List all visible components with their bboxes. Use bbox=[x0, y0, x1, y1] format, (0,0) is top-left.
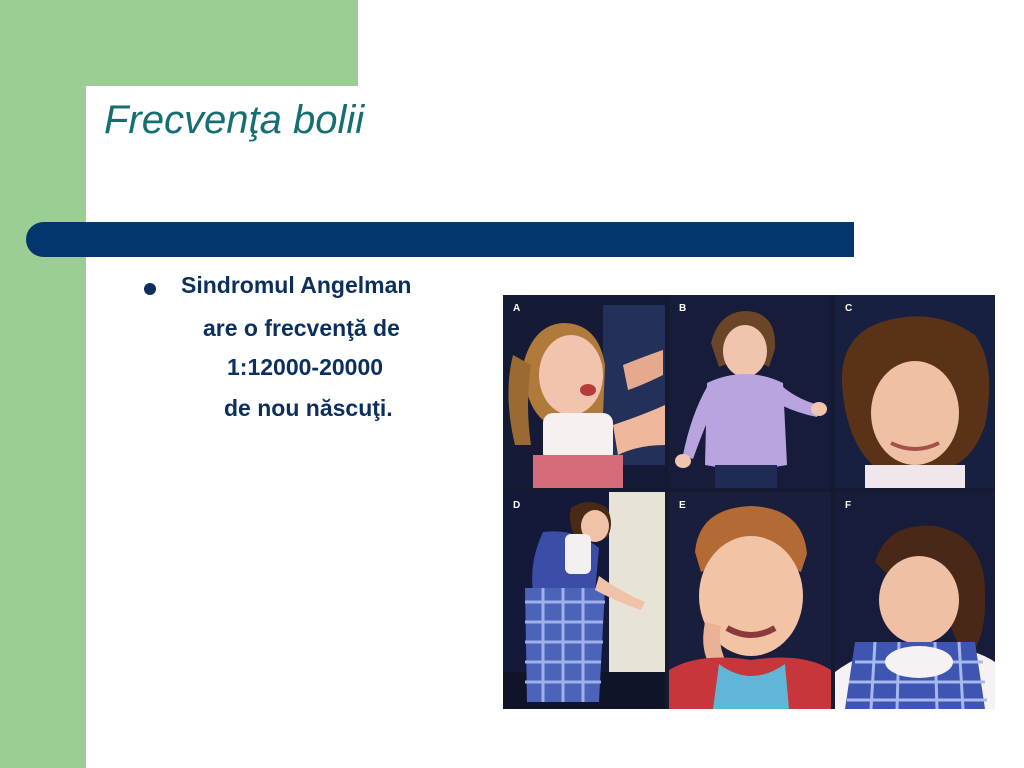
green-side-band bbox=[0, 0, 86, 768]
bullet-dot-icon bbox=[144, 283, 156, 295]
bullet-item bbox=[140, 272, 500, 306]
photo-a-image bbox=[503, 295, 665, 488]
bullet-line-4: de nou născuţi. bbox=[224, 395, 393, 421]
photo-panel-d bbox=[503, 492, 665, 709]
bullet-line-3: 1:12000-20000 bbox=[227, 354, 384, 380]
photo-label-a: A bbox=[513, 303, 521, 314]
photo-b-image bbox=[669, 295, 831, 488]
slide-title: Frecvenţa bolii bbox=[104, 98, 365, 142]
photo-panel-a bbox=[503, 295, 665, 488]
photo-label-c: C bbox=[845, 303, 853, 314]
bullet-block bbox=[140, 272, 500, 421]
photo-label-e: E bbox=[679, 500, 686, 511]
photo-panel-e bbox=[669, 492, 831, 709]
photo-e-image bbox=[669, 492, 831, 709]
photo-panel-c bbox=[835, 295, 995, 488]
photo-label-f: F bbox=[845, 500, 852, 511]
bullet-line-1: Sindromul Angelman bbox=[181, 272, 412, 298]
photo-f-image bbox=[835, 492, 995, 709]
photo-panel-f bbox=[835, 492, 995, 709]
photo-label-b: B bbox=[679, 303, 687, 314]
photo-c-image bbox=[835, 295, 995, 488]
photo-panel-b bbox=[669, 295, 831, 488]
photo-collage bbox=[503, 295, 995, 709]
title-divider-bar bbox=[26, 222, 854, 257]
bullet-line-2: are o frecvenţă de bbox=[203, 315, 400, 341]
photo-d-image bbox=[503, 492, 665, 709]
photo-label-d: D bbox=[513, 500, 521, 511]
green-top-band bbox=[0, 0, 358, 86]
